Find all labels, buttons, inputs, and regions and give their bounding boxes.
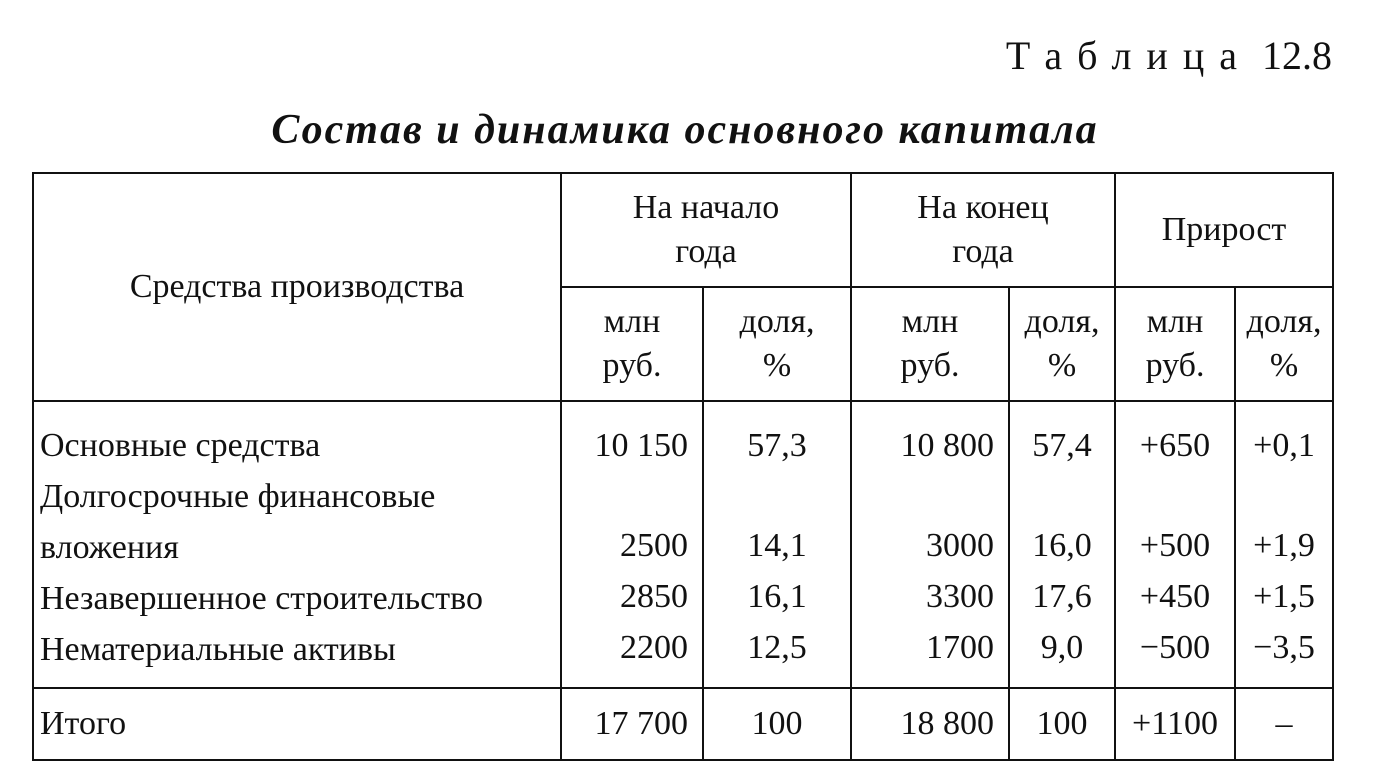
table-number	[1006, 32, 1332, 79]
header-mln-line2: руб.	[1145, 347, 1205, 384]
table-cell: +1,9	[1253, 527, 1315, 564]
row-label: Основные средства	[40, 427, 321, 464]
header-growth-mln	[1115, 287, 1235, 401]
table-title: Состав и динамика основного капитала	[271, 107, 1099, 153]
table-cell: 18 800	[851, 688, 1009, 760]
table-cell: +0,1	[1253, 427, 1315, 464]
capital-table	[32, 172, 1334, 761]
header-growth-share	[1235, 287, 1333, 401]
header-share-line2: %	[1269, 347, 1299, 384]
header-growth: Прирост	[1115, 173, 1333, 287]
header-share-line2: %	[762, 347, 792, 384]
table-cell: −500	[1139, 629, 1211, 666]
row-label: Незавершенное строительство	[40, 580, 483, 617]
header-share-line1: доля,	[1024, 302, 1100, 340]
growth-share-cell	[1235, 401, 1333, 688]
row-label: Нематериальные активы	[40, 631, 396, 668]
table-cell: +1,5	[1253, 578, 1315, 615]
header-mln-line2: руб.	[900, 347, 960, 384]
table-number-value: 12.8	[1262, 33, 1332, 78]
header-mln-line1: млн	[1146, 302, 1204, 340]
header-mln-line1: млн	[603, 302, 661, 340]
header-start-of-year	[561, 173, 851, 287]
start-mln-cell	[561, 401, 703, 688]
table-cell: 57,4	[1032, 427, 1092, 464]
header-end-of-year	[851, 173, 1115, 287]
table-cell: 2200	[620, 629, 688, 666]
total-row	[33, 688, 1333, 760]
table-cell: −3,5	[1253, 629, 1315, 666]
table-cell: 16,0	[1032, 527, 1092, 564]
row-label: Долгосрочные финансовые	[40, 478, 436, 515]
table-cell: 100	[703, 688, 851, 760]
start-share-cell	[703, 401, 851, 688]
table-cell: 57,3	[747, 427, 807, 464]
end-share-cell	[1009, 401, 1115, 688]
table-cell: 14,1	[747, 527, 807, 564]
table-body-row	[33, 401, 1333, 688]
header-start-line1: На начало	[632, 188, 780, 226]
table-cell: 17 700	[561, 688, 703, 760]
header-start-mln	[561, 287, 703, 401]
table-cell: 2500	[620, 527, 688, 564]
header-means-of-production: Средства производства	[33, 173, 561, 401]
header-mln-line2: руб.	[602, 347, 662, 384]
header-share-line1: доля,	[1246, 302, 1322, 340]
table-cell: 10 150	[594, 427, 688, 464]
table-cell: –	[1235, 688, 1333, 760]
header-end-share	[1009, 287, 1115, 401]
header-share-line1: доля,	[739, 302, 815, 340]
table-cell: 12,5	[747, 629, 807, 666]
header-start-line2: года	[675, 233, 737, 270]
header-end-mln	[851, 287, 1009, 401]
header-end-line2: года	[952, 233, 1014, 270]
header-share-line2: %	[1047, 347, 1077, 384]
table-cell: 2850	[620, 578, 688, 615]
header-end-line1: На конец	[917, 188, 1049, 226]
table-cell: 16,1	[747, 578, 807, 615]
header-row-groups	[33, 173, 1333, 287]
table-cell: 100	[1009, 688, 1115, 760]
table-cell: 9,0	[1040, 629, 1084, 666]
end-mln-cell	[851, 401, 1009, 688]
table-cell: 17,6	[1032, 578, 1092, 615]
header-start-share	[703, 287, 851, 401]
table-cell: 1700	[926, 629, 994, 666]
table-number-word: Таблица	[1005, 33, 1252, 78]
table-cell: 3300	[926, 578, 994, 615]
row-labels-cell	[33, 401, 561, 688]
table-cell: +500	[1139, 527, 1211, 564]
table-cell: +450	[1139, 578, 1211, 615]
table-cell: 10 800	[900, 427, 994, 464]
total-label: Итого	[33, 688, 561, 760]
header-mln-line1: млн	[901, 302, 959, 340]
table-cell: +650	[1139, 427, 1211, 464]
table-cell: +1100	[1115, 688, 1235, 760]
growth-mln-cell	[1115, 401, 1235, 688]
table-cell: 3000	[926, 527, 994, 564]
row-label: вложения	[40, 529, 179, 566]
